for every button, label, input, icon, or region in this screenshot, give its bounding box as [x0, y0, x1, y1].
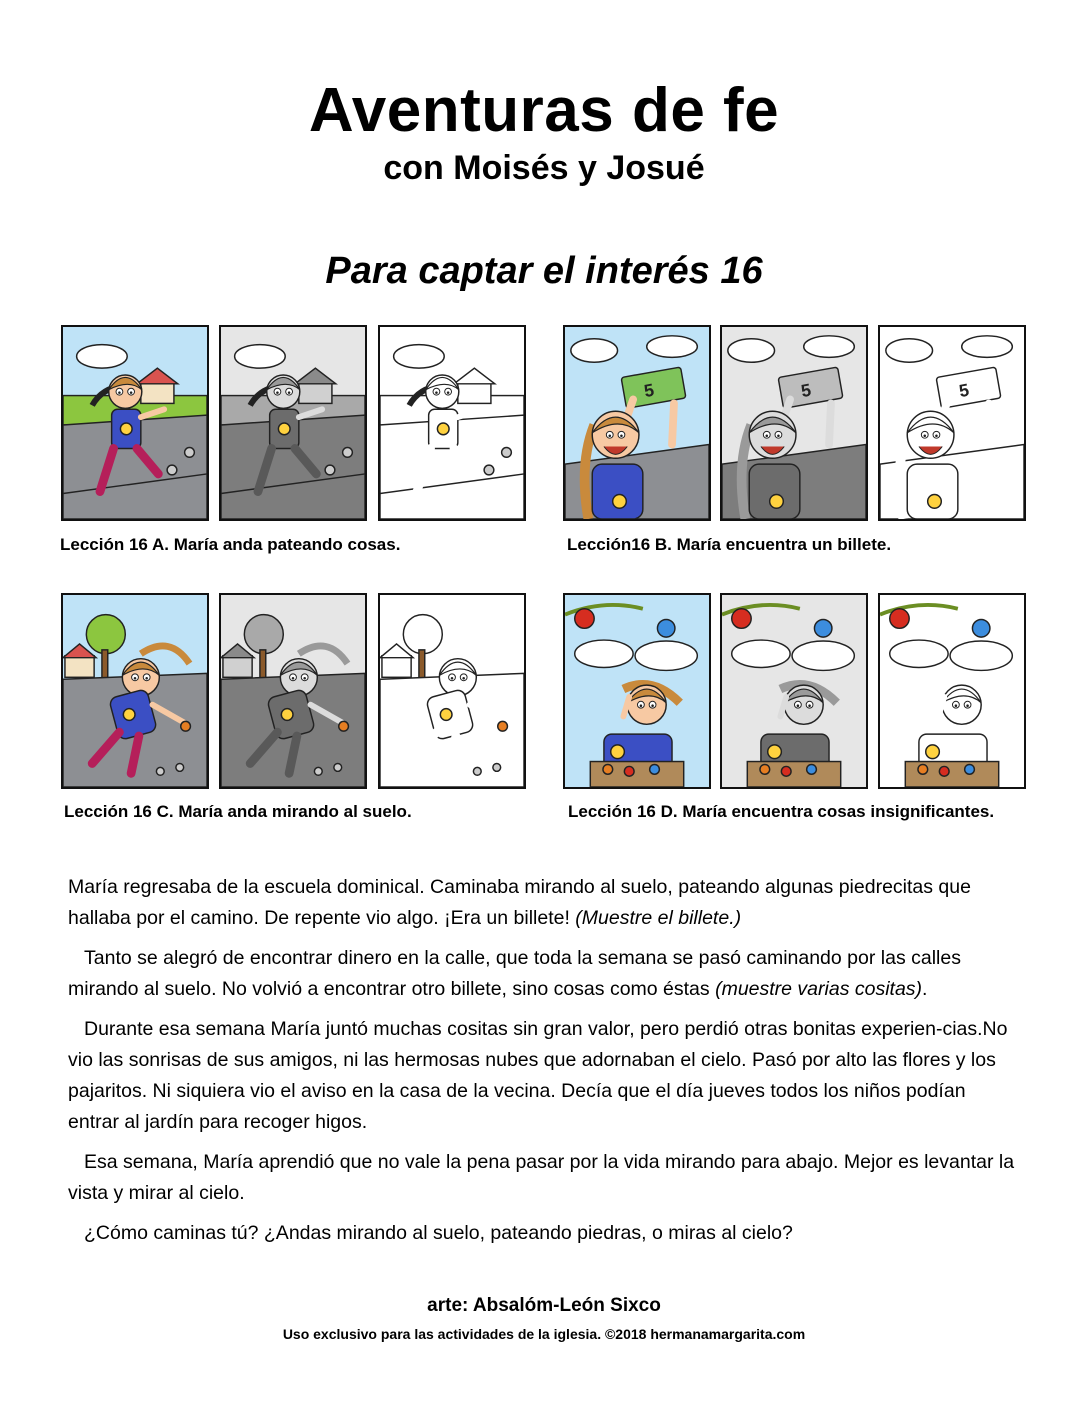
cartoon-illustration — [880, 595, 1024, 787]
panel-16b-color — [563, 325, 711, 521]
panel-16c-line-art — [378, 593, 526, 789]
section-heading: Para captar el interés 16 — [325, 250, 763, 292]
caption-16a: Lección 16 A. María anda pateando cosas. — [60, 535, 401, 554]
panel-16c-color — [61, 593, 209, 789]
panel-16c-grayscale — [219, 593, 367, 789]
story-paragraph-4: Esa semana, María aprendió que no vale la pena pasar por la vida mirando para abajo. Mejor es levantar la vista y mirar al cielo. — [68, 1151, 1015, 1204]
cartoon-illustration — [63, 595, 207, 787]
panel-16a-grayscale — [219, 325, 367, 521]
story-text — [68, 872, 1018, 1258]
svg-text:5: 5 — [957, 379, 971, 402]
panel-16d-color — [563, 593, 711, 789]
caption-16d: Lección 16 D. María encuentra cosas insignificantes. — [568, 802, 995, 821]
cartoon-illustration — [565, 327, 709, 519]
cartoon-illustration — [63, 327, 207, 519]
caption-16c: Lección 16 C. María anda mirando al suelo. — [64, 802, 412, 821]
caption-16b: Lección16 B. María encuentra un billete. — [567, 535, 892, 554]
cartoon-illustration — [380, 327, 524, 519]
cartoon-illustration — [722, 595, 866, 787]
page-title: Aventuras de fe — [308, 76, 780, 145]
page-subtitle: con Moisés y Josué — [383, 149, 705, 187]
svg-text:5: 5 — [799, 379, 813, 402]
panel-16d-line-art — [878, 593, 1026, 789]
panel-16a-line-art — [378, 325, 526, 521]
cartoon-illustration — [380, 595, 524, 787]
panel-16b-line-art — [878, 325, 1026, 521]
cartoon-illustration — [722, 327, 866, 519]
panel-16d-grayscale — [720, 593, 868, 789]
cartoon-illustration — [880, 327, 1024, 519]
story-paragraph-5: ¿Cómo caminas tú? ¿Andas mirando al suelo, pateando piedras, o miras al cielo? — [84, 1222, 793, 1244]
svg-text:5: 5 — [642, 379, 656, 402]
copyright-footer: Uso exclusivo para las actividades de la iglesia. ©2018 hermanamargarita.com — [282, 1326, 806, 1342]
cartoon-illustration — [565, 595, 709, 787]
panel-16b-grayscale — [720, 325, 868, 521]
story-paragraph-2: Tanto se alegró de encontrar dinero en la calle, que toda la semana se pasó caminando por las calles mirando al suelo. No volvió a encontrar otro billete, sino cosas como éstas (muestre varias cositas). — [68, 947, 961, 1000]
cartoon-illustration — [221, 327, 365, 519]
story-paragraph-1: María regresaba de la escuela dominical. Caminaba mirando al suelo, pateando algunas piedrecitas que hallaba por el camino. De repente vio algo. ¡Era un billete! (Muestre el billete.) — [68, 876, 971, 929]
panel-16a-color — [61, 325, 209, 521]
story-paragraph-3: Durante esa semana María juntó muchas cositas sin gran valor, pero perdió otras bonitas experien-cias.No vio las sonrisas de sus amigos, ni las hermosas nubes que adornaban el cielo. Pasó por alto las flores y los pajaritos. Ni siquiera vio el aviso en la casa de la vecina. Decía que el día jueves todos los niños podían entrar al jardín para recoger higos. — [68, 1018, 1008, 1133]
art-credit: arte: Absalóm-León Sixco — [427, 1295, 661, 1316]
cartoon-illustration — [221, 595, 365, 787]
